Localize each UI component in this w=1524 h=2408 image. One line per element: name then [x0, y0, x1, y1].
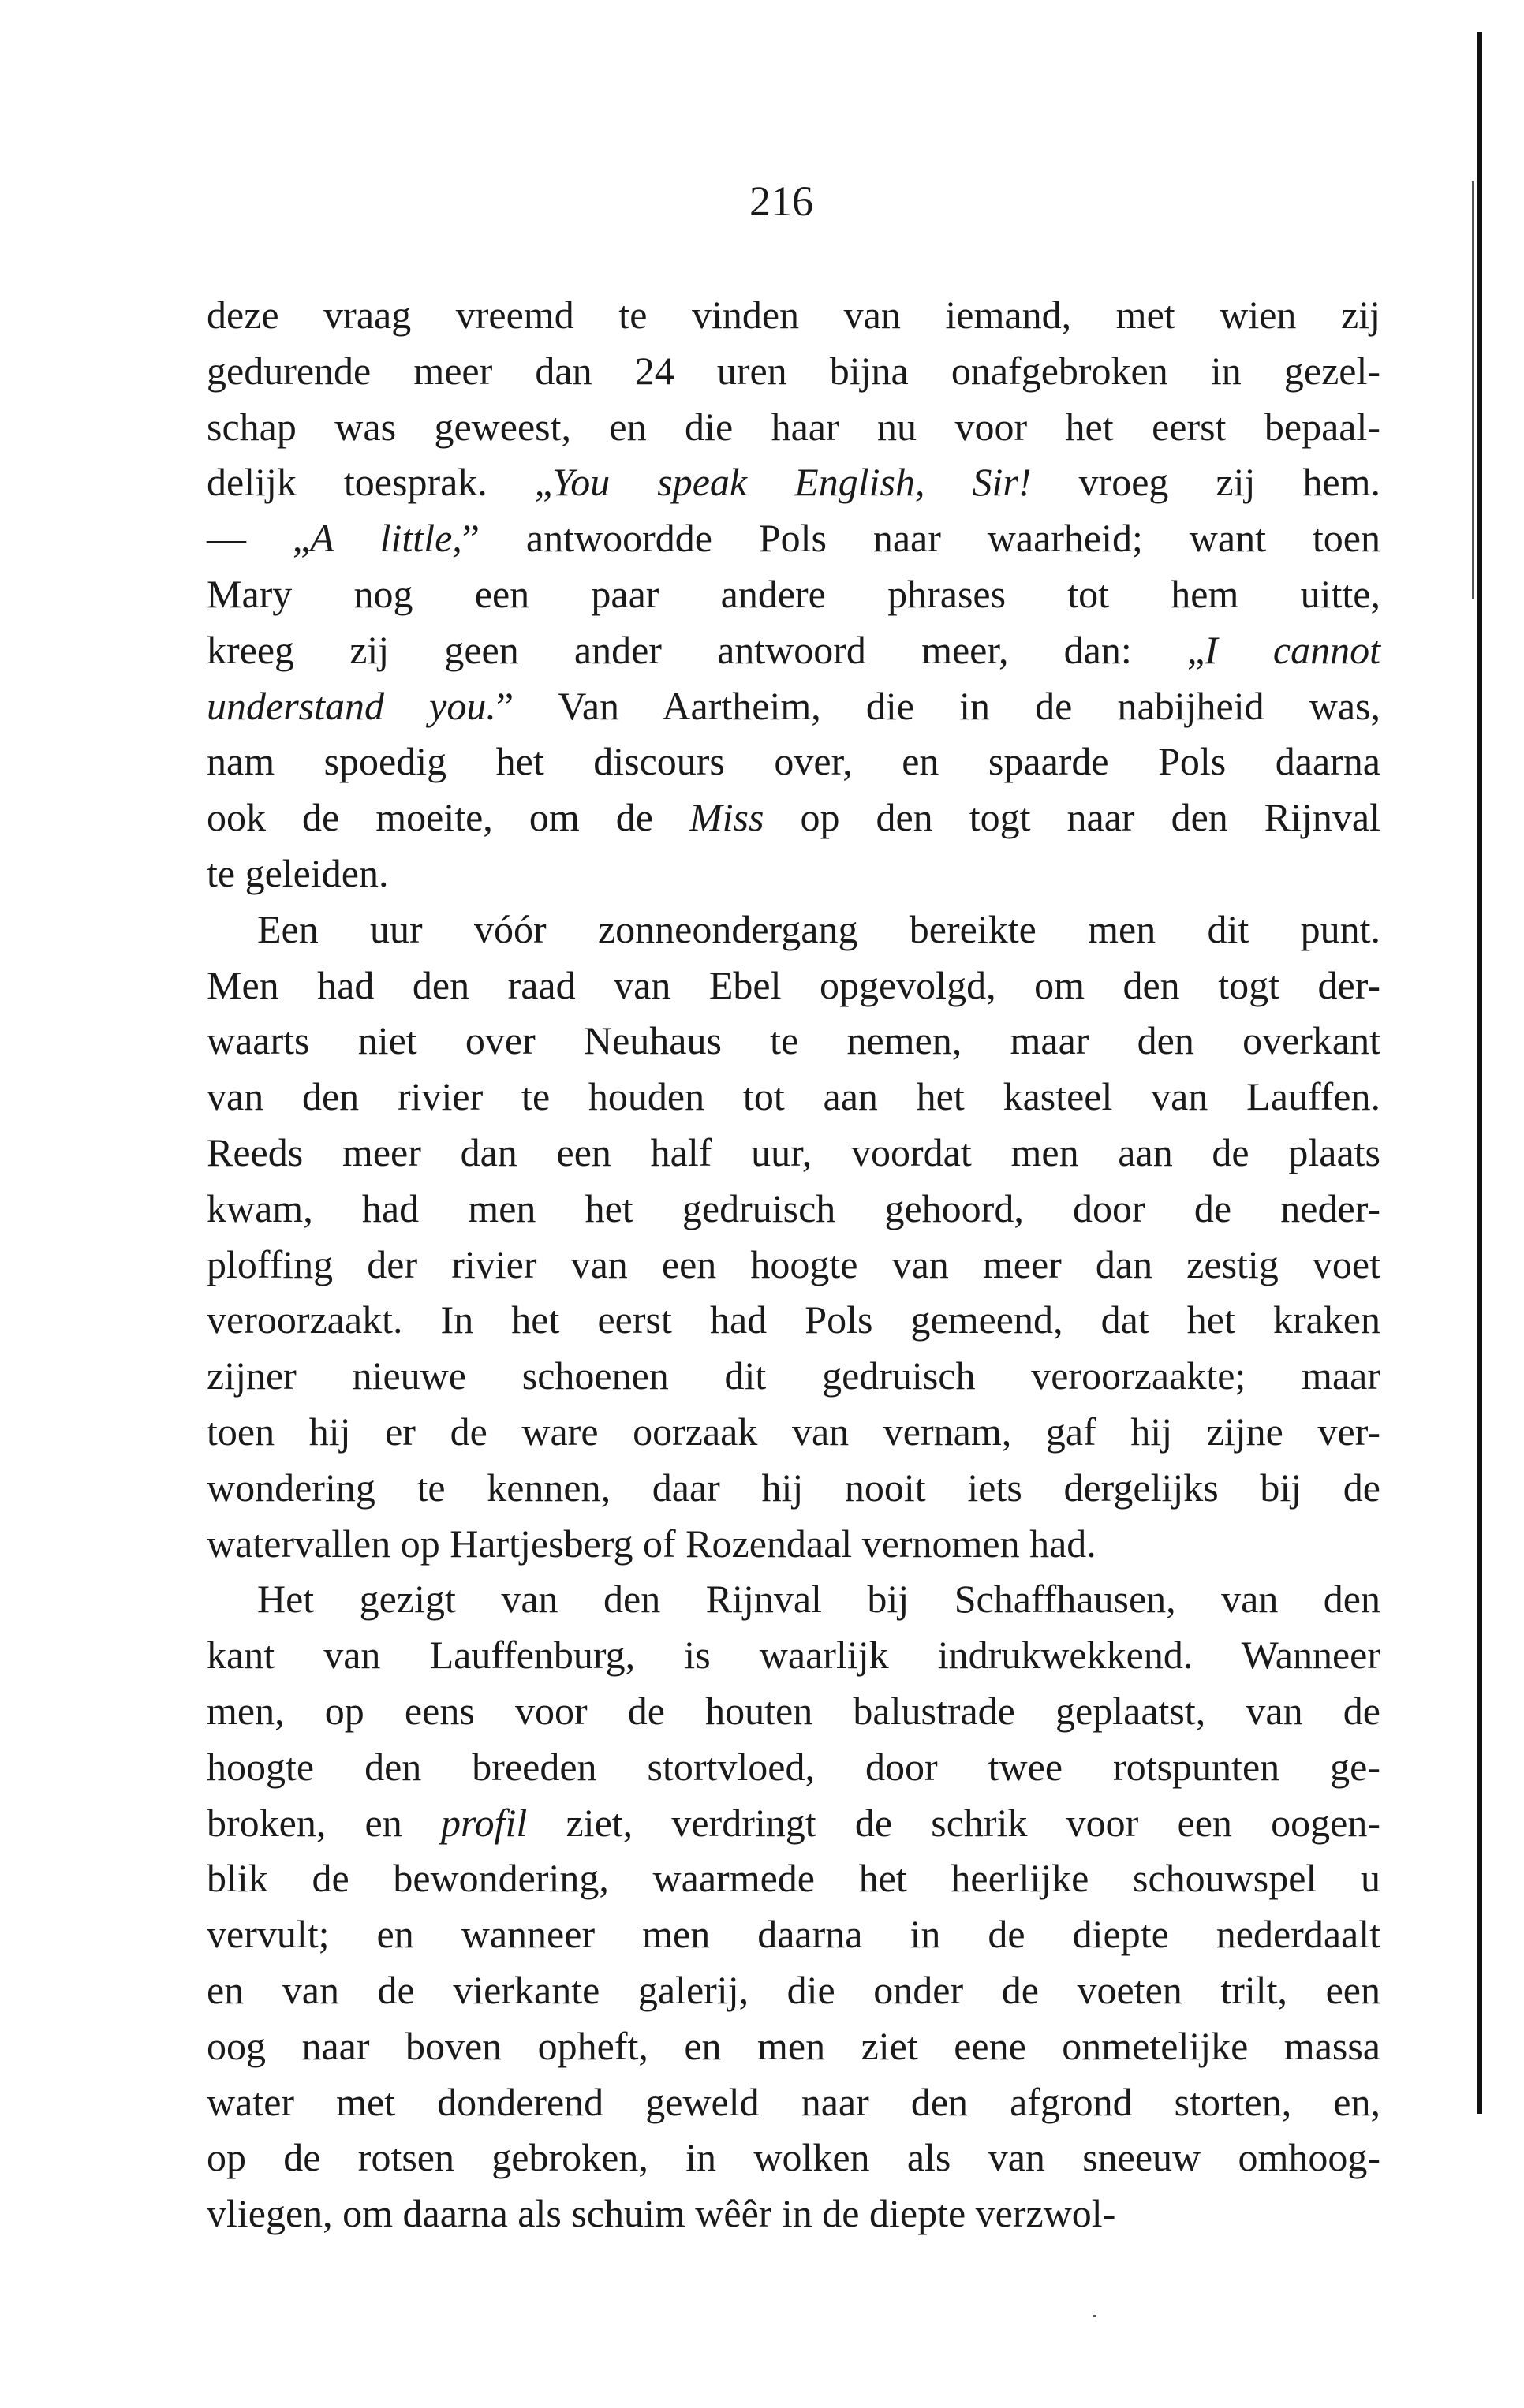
- text-line: [207, 1013, 1380, 1069]
- text-line: [207, 734, 1380, 790]
- text-run: oog naar boven opheft, en men ziet eene onmetelijke massa: [207, 2023, 1380, 2068]
- print-speck: [1093, 2315, 1096, 2317]
- text-run: ziet, verdringt de schrik voor een oogen-: [527, 1800, 1380, 1845]
- text-run: Mary nog een paar andere phrases tot hem uitte,: [207, 571, 1380, 616]
- text-run: vliegen, om daarna als schuim wêêr in de diepte verzwol-: [207, 2191, 1116, 2236]
- italic-run: understand you.: [207, 683, 496, 728]
- text-line: [207, 566, 1380, 622]
- text-line: [207, 510, 1380, 566]
- text-run: wondering te kennen, daar hij nooit iets dergelijks bij de: [207, 1465, 1380, 1510]
- text-run: op de rotsen gebroken, in wolken als van sneeuw omhoog-: [207, 2135, 1380, 2180]
- text-run: watervallen op Hartjesberg of Rozendaal vernomen had.: [207, 1521, 1096, 1566]
- text-line: [207, 1404, 1380, 1460]
- text-run: men, op eens voor de houten balustrade geplaatst, van de: [207, 1688, 1380, 1733]
- text-run: en van de vierkante galerij, die onder de voeten trilt, een: [207, 1967, 1380, 2012]
- text-line: [207, 1181, 1380, 1237]
- text-run: ” antwoordde Pols naar waarheid; want toen: [461, 516, 1380, 561]
- text-run: van den rivier te houden tot aan het kasteel van Lauffen.: [207, 1074, 1380, 1119]
- italic-run: Miss: [689, 795, 764, 840]
- text-line: [207, 846, 1380, 902]
- text-line: [207, 343, 1380, 399]
- text-run: ploffing der rivier van een hoogte van meer dan zestig voet: [207, 1241, 1380, 1286]
- text-run: deze vraag vreemd te vinden van iemand, met wien zij: [207, 293, 1380, 337]
- body-text: [207, 287, 1380, 2242]
- text-line: [207, 1906, 1380, 1962]
- text-line: [207, 1850, 1380, 1906]
- text-run: broken, en: [207, 1800, 441, 1845]
- text-line: [207, 287, 1380, 343]
- text-run: ” Van Aartheim, die in de nabijheid was,: [495, 683, 1380, 728]
- text-line: [207, 678, 1380, 734]
- text-line: [207, 1795, 1380, 1851]
- text-run: blik de bewondering, waarmede het heerlijke schouwspel u: [207, 1856, 1380, 1901]
- text-line: [207, 1739, 1380, 1795]
- text-line: [207, 1125, 1380, 1181]
- text-line: [207, 1069, 1380, 1125]
- text-run: zijner nieuwe schoenen dit gedruisch veroorzaakte; maar: [207, 1353, 1380, 1398]
- text-run: hoogte den breeden stortvloed, door twee rotspunten ge-: [207, 1744, 1380, 1789]
- page-edge-line: [1472, 181, 1474, 599]
- text-run: delijk toesprak. „: [207, 460, 553, 505]
- text-line: [207, 958, 1380, 1014]
- text-run: waarts niet over Neuhaus te nemen, maar den overkant: [207, 1018, 1380, 1063]
- text-run: Het gezigt van den Rijnval bij Schaffhausen, van den: [257, 1577, 1380, 1622]
- page-number: 216: [749, 177, 813, 225]
- text-line: [207, 1237, 1380, 1293]
- text-run: op den togt naar den Rijnval: [764, 795, 1381, 840]
- text-run: Reeds meer dan een half uur, voordat men aan de plaats: [207, 1129, 1380, 1174]
- text-run: Een uur vóór zonneondergang bereikte men dit punt.: [257, 906, 1380, 951]
- text-line: [207, 1460, 1380, 1516]
- text-line: [207, 902, 1380, 958]
- text-run: water met donderend geweld naar den afgrond storten, en,: [207, 2079, 1380, 2124]
- text-line: [207, 1571, 1380, 1627]
- italic-run: You speak English, Sir!: [552, 460, 1032, 505]
- text-run: nam spoedig het discours over, en spaarde Pols daarna: [207, 739, 1380, 784]
- text-line: [207, 790, 1380, 846]
- text-run: vroeg zij hem.: [1031, 460, 1381, 505]
- italic-run: I cannot: [1205, 627, 1381, 672]
- text-run: schap was geweest, en die haar nu voor het eerst bepaal-: [207, 404, 1380, 449]
- text-line: [207, 1627, 1380, 1683]
- text-line: [207, 2130, 1380, 2186]
- text-line: [207, 2186, 1380, 2242]
- text-line: [207, 1348, 1380, 1404]
- italic-run: A little,: [310, 516, 462, 561]
- text-line: [207, 1962, 1380, 2018]
- text-run: kwam, had men het gedruisch gehoord, door de neder-: [207, 1185, 1380, 1230]
- text-line: [207, 1683, 1380, 1739]
- text-line: [207, 2074, 1380, 2130]
- text-run: kant van Lauffenburg, is waarlijk indrukwekkend. Wanneer: [207, 1633, 1380, 1678]
- text-run: vervult; en wanneer men daarna in de diepte nederdaalt: [207, 1912, 1380, 1957]
- text-line: [207, 1292, 1380, 1348]
- text-run: kreeg zij geen ander antwoord meer, dan: „: [207, 627, 1205, 672]
- text-line: [207, 399, 1380, 455]
- text-run: Men had den raad van Ebel opgevolgd, om den togt der-: [207, 962, 1380, 1007]
- text-line: [207, 622, 1380, 678]
- text-run: toen hij er de ware oorzaak van vernam, gaf hij zijne ver-: [207, 1409, 1380, 1454]
- text-run: ook de moeite, om de: [207, 795, 689, 840]
- text-run: gedurende meer dan 24 uren bijna onafgebroken in gezel-: [207, 348, 1380, 393]
- text-line: [207, 2018, 1380, 2074]
- text-line: [207, 1516, 1380, 1572]
- text-run: te geleiden.: [207, 850, 389, 895]
- text-line: [207, 454, 1380, 510]
- text-run: veroorzaakt. In het eerst had Pols gemeend, dat het kraken: [207, 1297, 1380, 1342]
- text-run: — „: [207, 516, 311, 561]
- page-edge-shadow: [1477, 32, 1482, 2114]
- italic-run: profil: [440, 1800, 528, 1845]
